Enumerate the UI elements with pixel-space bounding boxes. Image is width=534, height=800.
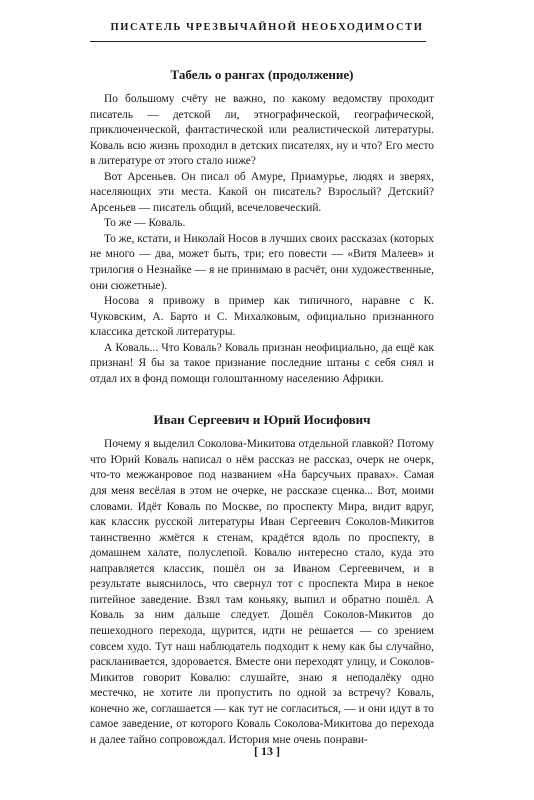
paragraph: А Коваль... Что Коваль? Коваль признан неофициально, да ещё как признан! Я бы за такое признание последние штаны с себя снял и отдал их в фонд помощи голоштанному населению Африки. — [90, 341, 434, 385]
paragraph: Вот Арсеньев. Он писал об Амуре, Приамурье, людях и зверях, населяющих эти места. Какой он писатель? Взрослый? Детский? Арсеньев — писатель общий, всечеловеческий. — [90, 170, 434, 214]
header-rule — [90, 41, 426, 42]
page-number: [ 13 ] — [254, 744, 280, 758]
section-spacer — [90, 387, 434, 411]
paragraph: По большому счёту не важно, по какому ведомству проходит писатель — детской ли, этнографической, географической, приключенческой, фантастической или реалистической литературы. Коваль всю жизнь проходил в детских писателях, ну и что? Его место в литературе от этого стало ниже? — [90, 93, 434, 168]
paragraph: То же, кстати, и Николай Носов в лучших своих рассказах (которых не много — два, может быть, три; его повести — «Витя Малеев» и трилогия о Незнайке — я не принимаю в расчёт, они художественные, они сюжетные). — [90, 232, 434, 292]
paragraph: Носова я привожу в пример как типичного, наравне с К. Чуковским, А. Барто и С. Михалковым, официально признанного классика детской литературы. — [90, 295, 434, 339]
section-title: Иван Сергеевич и Юрий Иосифович — [153, 412, 371, 428]
paragraph: Почему я выделил Соколова-Микитова отдельной главкой? Потому что Юрий Коваль написал о нём рассказ не рассказ, очерк не очерк, что-то межжанровое под названием «На барсучьих правах». Самая для меня весёлая в этом не очерке, не рассказе сценка... Вот, моими словами. Идёт Коваль по Москве, по проспекту Мира, видит вдруг, как классик русской литературы Иван Сергеевич Соколов-Микитов таинственно жмётся к стенам, крадётся вдоль по проспекту, в домашнем халате, полуслепой. Ковалю интересно стало, куда это направляется классик, пошёл он за Иваном Сергеевичем, и в результате выяснилось, что свернул тот с проспекта Мира в некое питейное заведение. Взял там коньяку, выпил и обратно пошёл. А Коваль за ним дальше следует. Дошёл Соколов-Микитов до пешеходного перехода, щурится, идти не решается — со зрением совсем худо. Тут наш наблюдатель подходит к нему как бы случайно, раскланивается, здоровается. Вместе они переходят улицу, и Соколов-Микитов говорит Ковалю: слушайте, знаю я неподалёку одно местечко, не хотите ли пропустить по одной за встречу? Коваль, конечно же, соглашается — как тут не согласиться, — и они идут в то самое заведение, от которого Коваль Соколова-Микитова до перехода и далее тайно сопровождал. История мне очень понрави- — [90, 438, 434, 746]
page-content — [90, 66, 434, 748]
paragraph: То же — Коваль. — [104, 217, 186, 230]
section-title: Табель о рангах (продолжение) — [170, 67, 354, 82]
running-head: ПИСАТЕЛЬ ЧРЕЗВЫЧАЙНОЙ НЕОБХОДИМОСТИ — [110, 22, 424, 33]
